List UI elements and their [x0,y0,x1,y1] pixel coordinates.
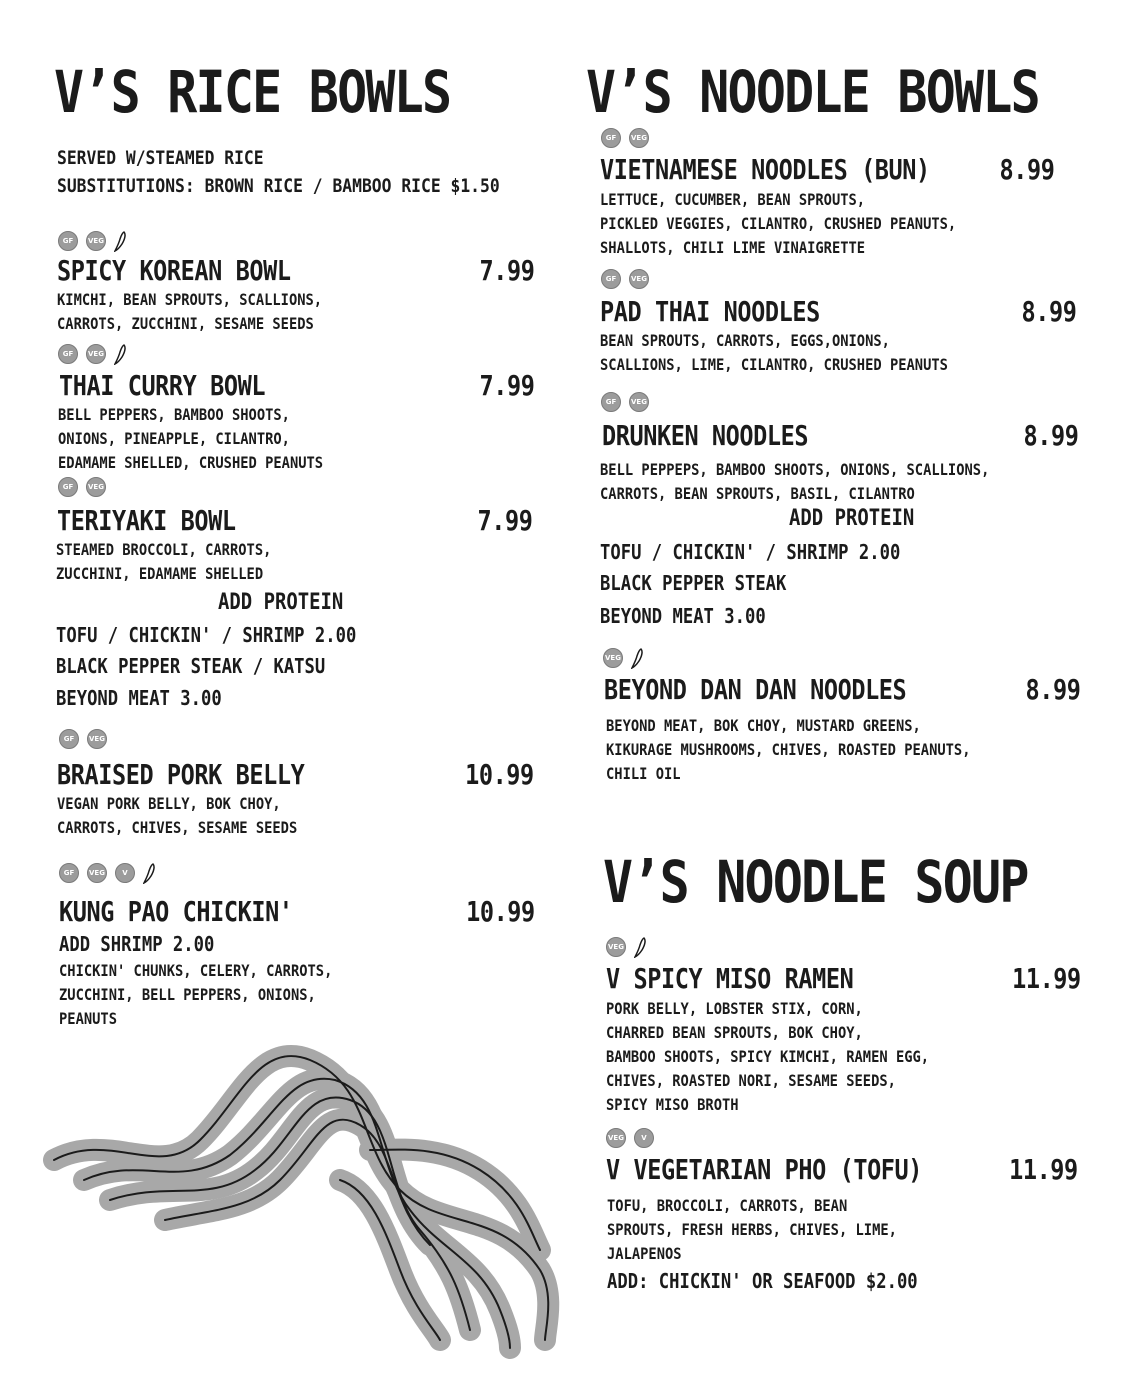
badge-row [601,269,649,289]
menu-item-desc: EDAMAME SHELLED, CRUSHED PEANUTS [58,453,324,472]
menu-item-desc: CHICKIN' CHUNKS, CELERY, CARROTS, [59,961,333,980]
menu-item-name: PAD THAI NOODLES [600,295,820,328]
vegan-badge-icon: V [115,863,135,883]
badge-row [58,477,106,497]
badge-row [58,230,128,252]
menu-item-name: V SPICY MISO RAMEN [606,962,854,995]
veg-badge-icon: VEG [629,392,649,412]
menu-item-desc: CHIVES, ROASTED NORI, SESAME SEEDS, [606,1071,896,1090]
badge-row [601,128,649,148]
veg-badge-icon: VEG [86,231,106,251]
menu-item-name: KUNG PAO CHICKIN' [59,895,293,928]
badge-row [603,647,645,669]
menu-item-name: THAI CURRY BOWL [59,369,266,402]
veg-badge-icon: VEG [86,477,106,497]
menu-item-desc: BEYOND MEAT, BOK CHOY, MUSTARD GREENS, [606,716,921,735]
veg-badge-icon: VEG [629,128,649,148]
menu-item-name: SPICY KOREAN BOWL [57,254,291,287]
menu-item-desc: KIMCHI, BEAN SPROUTS, SCALLIONS, [57,290,323,309]
menu-item-desc: BELL PEPPEPS, BAMBOO SHOOTS, ONIONS, SCALLIONS, [600,460,990,479]
menu-item-desc: CARROTS, CHIVES, SESAME SEEDS [57,818,298,837]
veg-badge-icon: VEG [603,648,623,668]
protein-option: TOFU / CHICKIN' / SHRIMP 2.00 [600,540,901,564]
menu-item-desc: LETTUCE, CUCUMBER, BEAN SPROUTS, [600,190,866,209]
menu-item-desc: SCALLIONS, LIME, CILANTRO, CRUSHED PEANUTS [600,355,948,374]
menu-item-price: 8.99 [1025,673,1080,706]
gf-badge-icon: GF [601,269,621,289]
badge-row [606,1128,654,1148]
menu-item-price: 11.99 [1009,1153,1078,1186]
menu-item-desc: SHALLOTS, CHILI LIME VINAIGRETTE [600,238,866,257]
noodle-illustration [40,1030,570,1360]
menu-item-desc: ONIONS, PINEAPPLE, CILANTRO, [58,429,290,448]
menu-item-name: VIETNAMESE NOODLES (BUN) [600,153,930,186]
veg-badge-icon: VEG [87,729,107,749]
menu-item-desc: PEANUTS [59,1009,117,1028]
menu-item-price: 8.99 [999,153,1054,186]
protein-option: TOFU / CHICKIN' / SHRIMP 2.00 [56,623,357,647]
menu-item-desc: CHILI OIL [606,764,681,783]
badge-row [59,729,107,749]
chili-pepper-icon [634,936,648,958]
menu-item-desc: CARROTS, BEAN SPROUTS, BASIL, CILANTRO [600,484,915,503]
protein-option: BLACK PEPPER STEAK / KATSU [56,654,326,678]
menu-item-desc: ZUCCHINI, EDAMAME SHELLED [56,564,264,583]
gf-badge-icon: GF [58,231,78,251]
menu-item-desc: SPICY MISO BROTH [606,1095,739,1114]
protein-option: BLACK PEPPER STEAK [600,571,787,595]
chili-pepper-icon [114,230,128,252]
menu-item-desc: BEAN SPROUTS, CARROTS, EGGS,ONIONS, [600,331,890,350]
veg-badge-icon: VEG [606,937,626,957]
add-seafood-note: ADD: CHICKIN' OR SEAFOOD $2.00 [607,1269,918,1293]
menu-item-desc: CARROTS, ZUCCHINI, SESAME SEEDS [57,314,314,333]
gf-badge-icon: GF [58,477,78,497]
gf-badge-icon: GF [58,344,78,364]
add-protein-heading: ADD PROTEIN [218,590,344,615]
add-protein-heading: ADD PROTEIN [789,506,915,531]
menu-item-name: DRUNKEN NOODLES [602,419,809,452]
menu-item-name: V VEGETARIAN PHO (TOFU) [606,1153,923,1186]
menu-item-desc: CHARRED BEAN SPROUTS, BOK CHOY, [606,1023,863,1042]
menu-item-desc: TOFU, BROCCOLI, CARROTS, BEAN [607,1196,848,1215]
veg-badge-icon: VEG [629,269,649,289]
add-shrimp-note: ADD SHRIMP 2.00 [59,932,215,956]
chili-pepper-icon [631,647,645,669]
veg-badge-icon: VEG [86,344,106,364]
noodle-bowls-heading: V’S NOODLE BOWLS [586,58,1039,126]
veg-badge-icon: VEG [606,1128,626,1148]
menu-item-desc: VEGAN PORK BELLY, BOK CHOY, [57,794,281,813]
vegan-badge-icon: V [634,1128,654,1148]
badge-row [601,392,649,412]
noodle-soup-heading: V’S NOODLE SOUP [603,848,1028,916]
rice-served-note: SERVED W/STEAMED RICE [57,147,264,169]
menu-item-desc: PICKLED VEGGIES, CILANTRO, CRUSHED PEANUTS, [600,214,957,233]
protein-option: BEYOND MEAT 3.00 [600,604,766,628]
menu-item-desc: BAMBOO SHOOTS, SPICY KIMCHI, RAMEN EGG, [606,1047,930,1066]
protein-option: BEYOND MEAT 3.00 [56,686,222,710]
gf-badge-icon: GF [601,128,621,148]
menu-item-price: 8.99 [1021,295,1076,328]
menu-item-price: 8.99 [1023,419,1078,452]
menu-item-desc: KIKURAGE MUSHROOMS, CHIVES, ROASTED PEANUTS, [606,740,971,759]
menu-item-name: BEYOND DAN DAN NOODLES [604,673,907,706]
menu-item-desc: ZUCCHINI, BELL PEPPERS, ONIONS, [59,985,316,1004]
menu-item-desc: PORK BELLY, LOBSTER STIX, CORN, [606,999,863,1018]
menu-item-price: 11.99 [1012,962,1081,995]
menu-item-price: 7.99 [477,504,532,537]
rice-substitutions-note: SUBSTITUTIONS: BROWN RICE / BAMBOO RICE $1.50 [57,175,500,197]
menu-item-name: BRAISED PORK BELLY [57,758,305,791]
gf-badge-icon: GF [59,863,79,883]
rice-bowls-heading: V’S RICE BOWLS [54,58,451,126]
menu-item-desc: SPROUTS, FRESH HERBS, CHIVES, LIME, [607,1220,897,1239]
menu-item-price: 7.99 [479,254,534,287]
menu-item-desc: STEAMED BROCCOLI, CARROTS, [56,540,272,559]
menu-item-price: 10.99 [465,758,534,791]
badge-row [606,936,648,958]
chili-pepper-icon [114,343,128,365]
chili-pepper-icon [143,862,157,884]
gf-badge-icon: GF [601,392,621,412]
menu-item-price: 10.99 [466,895,535,928]
badge-row [59,862,157,884]
badge-row [58,343,128,365]
menu-item-name: TERIYAKI BOWL [57,504,236,537]
menu-item-desc: BELL PEPPERS, BAMBOO SHOOTS, [58,405,290,424]
menu-item-desc: JALAPENOS [607,1244,682,1263]
gf-badge-icon: GF [59,729,79,749]
menu-item-price: 7.99 [479,369,534,402]
veg-badge-icon: VEG [87,863,107,883]
